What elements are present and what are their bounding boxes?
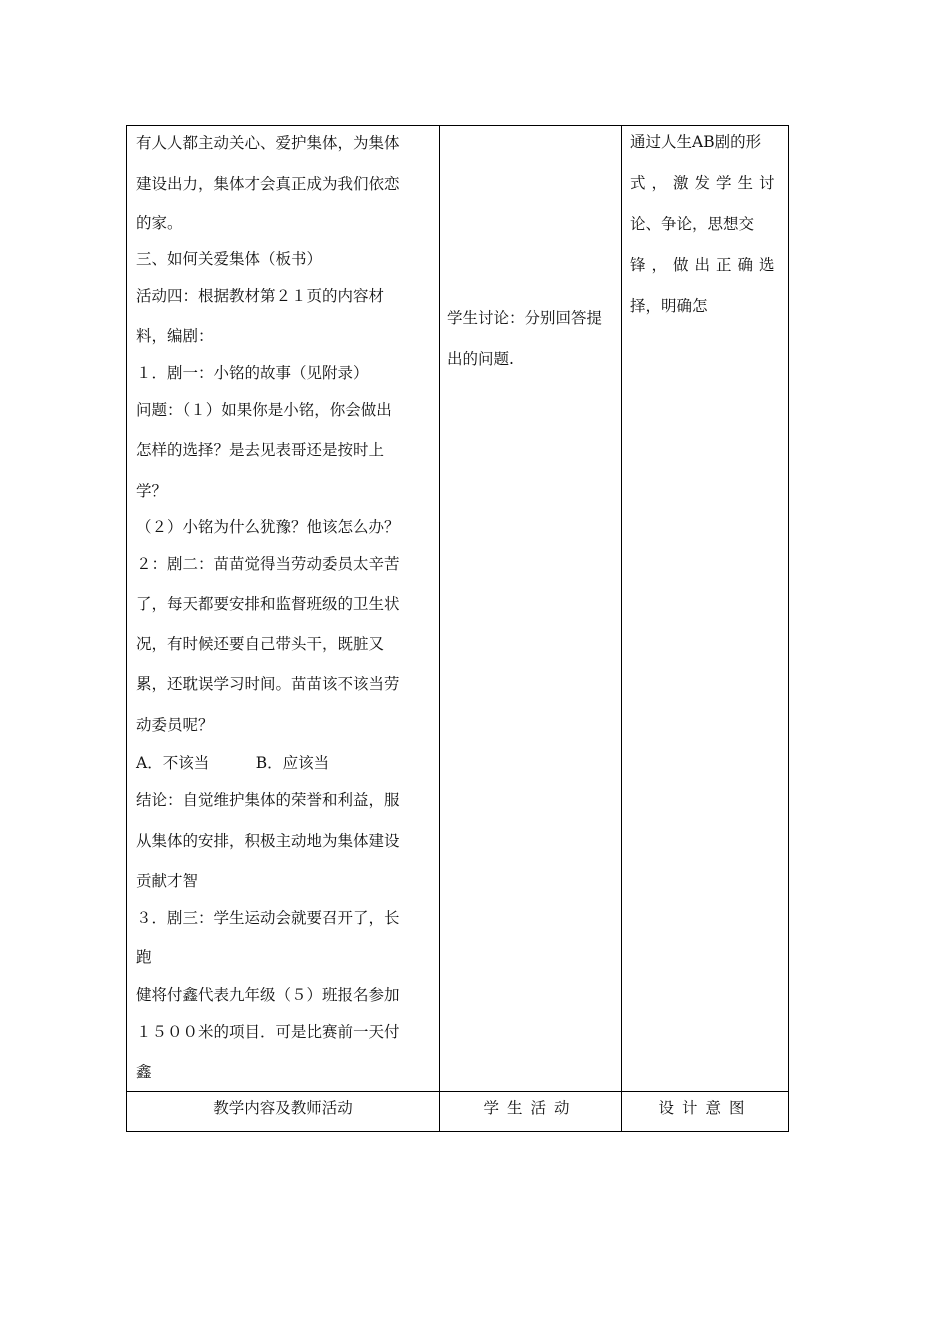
text-line: 论、争论，思想交 bbox=[630, 215, 755, 233]
student-activity-text: 学生讨论：分别回答提出的问题. bbox=[447, 309, 603, 368]
text-line: 建设出力，集体才会真正成为我们依恋 bbox=[136, 175, 400, 193]
text-line: 结论：自觉维护集体的荣誉和利益，服 bbox=[136, 791, 400, 809]
text-line: 问题：（１）如果你是小铭，你会做出 bbox=[136, 401, 392, 419]
text-line: （２）小铭为什么犹豫？他该怎么办？ bbox=[136, 518, 400, 536]
text-line: 怎样的选择？是去见表哥还是按时上 bbox=[136, 441, 385, 459]
column-divider-2 bbox=[621, 126, 622, 1131]
text-line: 累，还耽误学习时间。苗苗该不该当劳 bbox=[136, 675, 400, 693]
text-line: 通过人生AB剧的形 bbox=[630, 133, 762, 151]
text-line: 料，编剧： bbox=[136, 327, 214, 345]
text-line: 的家。 bbox=[136, 214, 183, 232]
text-line: 跑 bbox=[136, 948, 152, 966]
footer-divider bbox=[127, 1091, 788, 1092]
text-line: 式，激发学生讨 bbox=[630, 174, 781, 192]
footer-teacher-activity: 教学内容及教师活动 bbox=[213, 1099, 353, 1117]
text-line: 动委员呢？ bbox=[136, 716, 214, 734]
text-line: 学？ bbox=[136, 482, 168, 500]
column-divider-1 bbox=[439, 126, 440, 1131]
text-line: 活动四：根据教材第２１页的内容材 bbox=[136, 287, 385, 305]
text-line: 从集体的安排，积极主动地为集体建设 bbox=[136, 832, 400, 850]
text-line: 贡献才智 bbox=[136, 872, 199, 890]
text-line: 三、如何关爱集体（板书） bbox=[136, 250, 323, 268]
footer-student-activity: 学生活动 bbox=[483, 1099, 578, 1117]
text-line: ３．剧三：学生运动会就要召开了，长 bbox=[136, 909, 400, 927]
text-line: ２：剧二：苗苗觉得当劳动委员太辛苦 bbox=[136, 555, 400, 573]
footer-design-intent: 设计意图 bbox=[658, 1099, 753, 1117]
text-line: 鑫 bbox=[136, 1063, 152, 1081]
text-line: A．不该当 B．应该当 bbox=[136, 754, 330, 772]
text-line: １５００米的项目．可是比赛前一天付 bbox=[136, 1023, 400, 1041]
lesson-table bbox=[126, 125, 789, 1132]
text-line: 锋，做出正确选 bbox=[630, 256, 781, 274]
text-line: 有人人都主动关心、爱护集体，为集体 bbox=[136, 134, 400, 152]
text-line: 了，每天都要安排和监督班级的卫生状 bbox=[136, 595, 400, 613]
text-line: 况，有时候还要自己带头干，既脏又 bbox=[136, 635, 385, 653]
text-line: 健将付鑫代表九年级（５）班报名参加 bbox=[136, 986, 400, 1004]
text-line: 择，明确怎 bbox=[630, 297, 708, 315]
text-line: １．剧一：小铭的故事（见附录） bbox=[136, 364, 369, 382]
